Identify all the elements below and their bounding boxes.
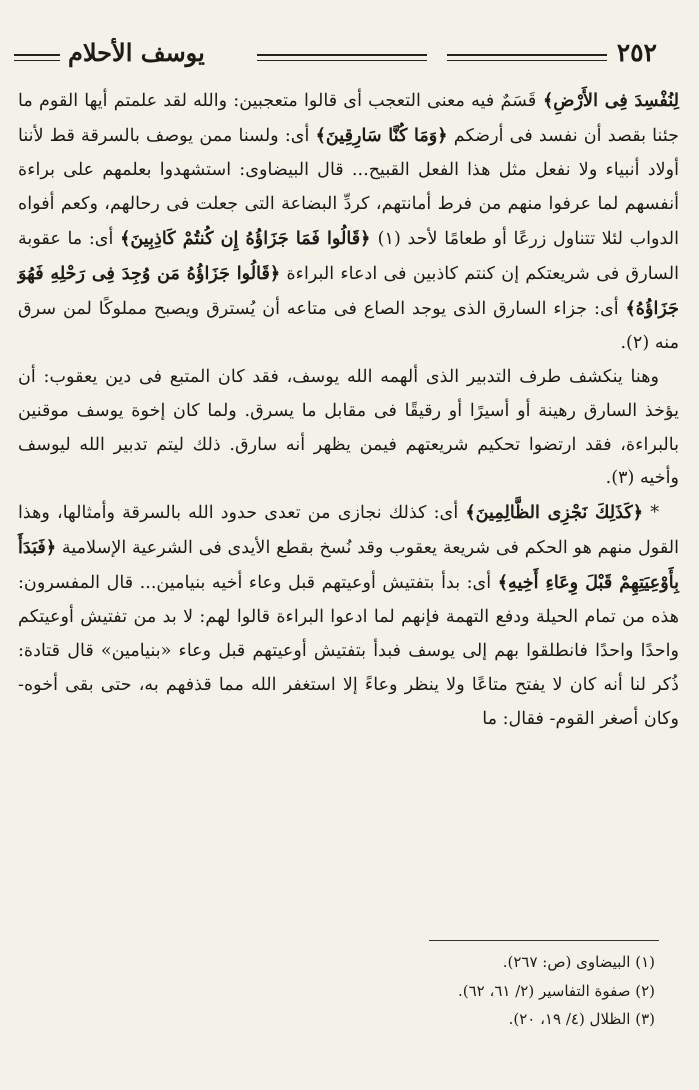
paragraph [18, 361, 679, 497]
commentary-text: قَسَمٌ فيه معنى التعجب أى قالوا متعجبين: والله لقد علمتم أيها القوم ما جئنا بقصد أن نفسد فى أرضكم [18, 91, 680, 146]
commentary-text: أى: ولسنا ممن يوصف بالسرقة قط لأننا أولاد أنبياء ولا نفعل مثل هذا الفعل القبيح... قال البيضاوى: استشهدوا بعلمهم على براءة أنفسهم لما عرفوا منهم من فرط أمانتهم، كردِّ البضاعة التى جعلت فى رحالهم، وكعم أفواه الدواب لئلا تتناول زرعًا أو طعامًا لأحد [18, 125, 679, 249]
page-header [14, 34, 685, 80]
commentary-text: وهنا ينكشف طرف التدبير الذى ألهمه الله يوسف، فقد كان المتبع فى دين يعقوب: أن يؤخذ السارق رهينة أو أسيرًا أو رقيقًا فى مقابل ما يسرق. ولما كان إخوة يوسف موقنين بالبراءة، فقد ارتضوا تحكيم شريعتهم فيمن يظهر أنه سارق. ذلك ليتم تدبير الله ليوسف وأخيه (٣). [18, 366, 679, 489]
header-rule-left [14, 54, 60, 61]
commentary-text: أى: ما عقوبة السارق فى شريعتكم إن كنتم كاذبين فى ادعاء البراءة [18, 228, 679, 284]
page-number: ٢٥٢ [616, 38, 657, 67]
footnote-separator [429, 940, 659, 941]
book-title: يوسف الأحلام [68, 38, 205, 67]
quran-verse: ﴿قَالُوا جَزَاؤُهُ مَن وُجِدَ فِى رَحْلِهِ فَهُوَ جَزَاؤُهُ﴾ [18, 262, 679, 319]
header-rule-right [447, 54, 607, 61]
commentary-text: (١) [377, 228, 401, 249]
footnotes [300, 948, 655, 1034]
paragraph [18, 84, 679, 361]
commentary-text: أى: جزاء السارق الذى يوجد الصاع فى متاعه أن يُسترق ويصبح مملوكًا لمن سرق منه (٢). [18, 298, 679, 353]
body-text [18, 84, 679, 737]
header-rule-middle [257, 54, 427, 61]
quran-verse: لِنُفْسِدَ فِى الأَرْضِ﴾ [536, 90, 680, 111]
quran-verse: ﴿فَبَدَأَ بِأَوْعِيَتِهِمْ قَبْلَ وِعَاءِ أَخِيهِ﴾ [18, 537, 679, 594]
commentary-text: أى: بدأ بتفتيش أوعيتهم قبل وعاء أخيه بنيامين... قال المفسرون: هذه من تمام الحيلة ودفع التهمة فإنهم لما ادعوا البراءة قالوا لهم: لا بد من تفتيش أوعيتكم واحدًا واحدًا فانطلقوا بهم إلى يوسف فبدأ بتفتيش أوعيتهم قبل وعاء «بنيامين» قال قتادة: ذُكر لنا أنه كان لا يفتح متاعًا ولا ينظر وعاءً إلا استغفر الله مما قذفهم به، حتى بقى أخوه- وكان أصغر القوم- فقال: ما [18, 573, 679, 730]
quran-verse: ﴿كَذَلِكَ نَجْزِى الظَّالِمِينَ﴾ [465, 502, 644, 524]
paragraph [18, 496, 679, 737]
commentary-text: أى: كذلك نجازى من تعدى حدود الله بالسرقة وأمثالها، وهذا القول منهم هو الحكم فى شريعة يعقوب وقد نُسخ بقطع الأيدى فى الشرعية الإسلامية [18, 503, 679, 559]
footnote-2: (٢) صفوة التفاسير (٢/ ٦١، ٦٢). [457, 981, 655, 1000]
commentary-text: * [643, 503, 659, 524]
quran-verse: ﴿قَالُوا فَمَا جَزَاؤُهُ إِن كُنتُمْ كَاذِبِينَ﴾ [120, 227, 378, 249]
quran-verse: ﴿وَمَا كُنَّا سَارِقِينَ﴾ [315, 124, 448, 146]
footnote-1: (١) البيضاوى (ص: ٢٦٧). [502, 953, 655, 971]
footnote-3: (٣) الظلال (٤/ ١٩، ٢٠). [508, 1010, 655, 1028]
